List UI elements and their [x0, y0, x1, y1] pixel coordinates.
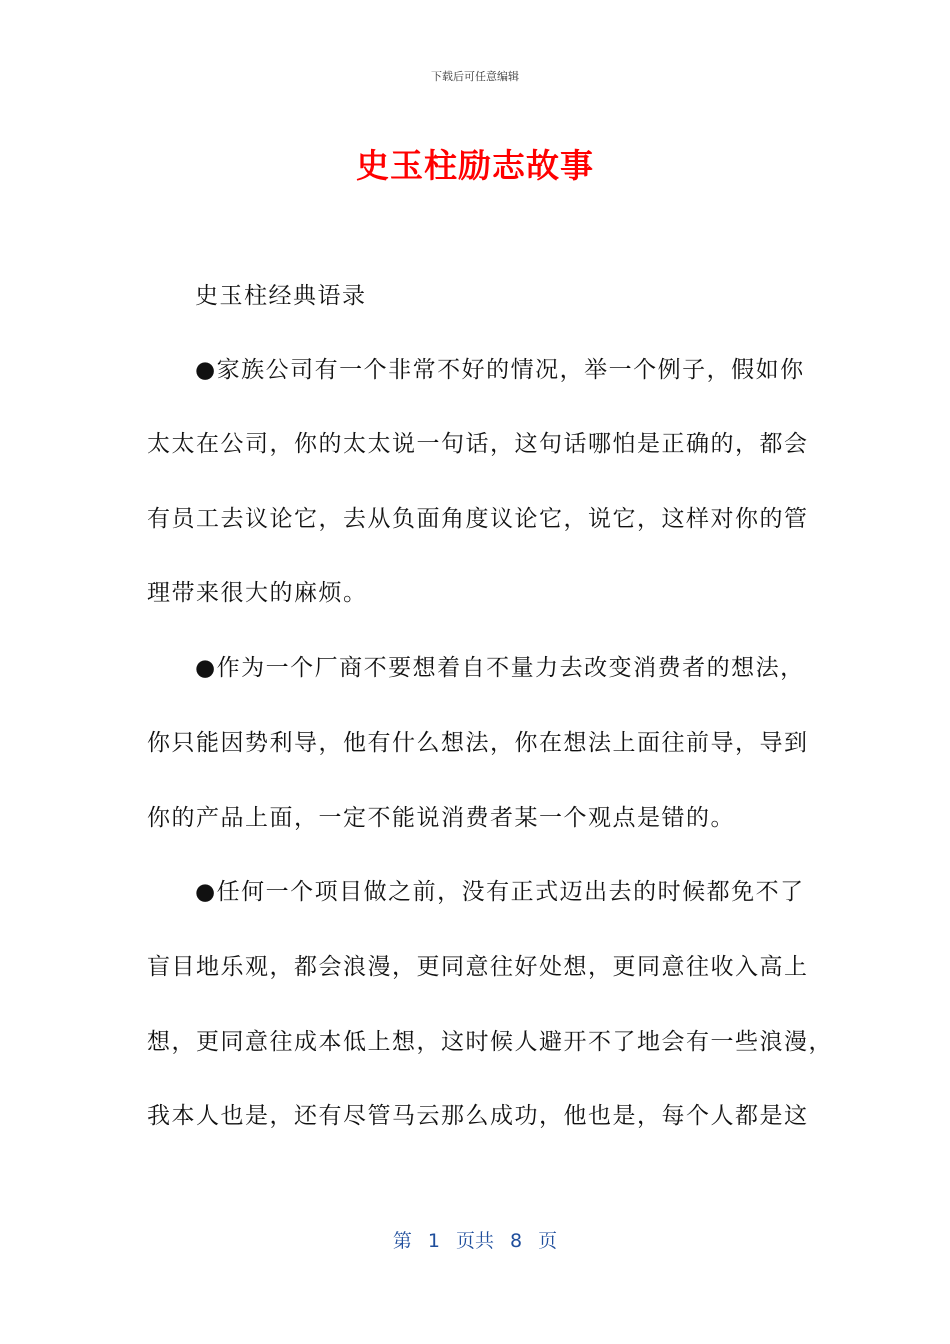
- page-current: 1: [427, 1230, 440, 1252]
- page-label-mid: 页共: [455, 1230, 494, 1252]
- paragraph-line: ●家族公司有一个非常不好的情况，举一个例子，假如你: [195, 357, 805, 383]
- paragraph-line: ●任何一个项目做之前，没有正式迈出去的时候都免不了: [195, 879, 805, 905]
- paragraph-line: 我本人也是，还有尽管马云那么成功，他也是，每个人都是这: [147, 1103, 809, 1129]
- header-note: 下载后可任意编辑: [431, 70, 519, 83]
- paragraph-line: 太太在公司，你的太太说一句话，这句话哪怕是正确的，都会: [147, 431, 809, 457]
- page-total: 8: [510, 1230, 523, 1252]
- paragraph-line: ●作为一个厂商不要想着自不量力去改变消费者的想法，: [195, 655, 805, 681]
- paragraph-line: 你只能因势利导，他有什么想法，你在想法上面往前导，导到: [147, 730, 809, 756]
- paragraph-line: 你的产品上面，一定不能说消费者某一个观点是错的。: [147, 805, 735, 831]
- paragraph-line: 理带来很大的麻烦。: [147, 580, 368, 606]
- paragraph-line: 想，更同意往成本低上想，这时候人避开不了地会有一些浪漫，: [147, 1029, 833, 1055]
- paragraph-line: 盲目地乐观，都会浪漫，更同意往好处想，更同意往收入高上: [147, 954, 809, 980]
- page-footer: [0, 1226, 950, 1253]
- page-label-suffix: 页: [538, 1230, 558, 1252]
- document-title: 史玉柱励志故事: [356, 146, 594, 185]
- page-label-prefix: 第: [392, 1230, 412, 1252]
- section-heading: 史玉柱经典语录: [195, 283, 367, 309]
- paragraph-line: 有员工去议论它，去从负面角度议论它，说它，这样对你的管: [147, 506, 809, 532]
